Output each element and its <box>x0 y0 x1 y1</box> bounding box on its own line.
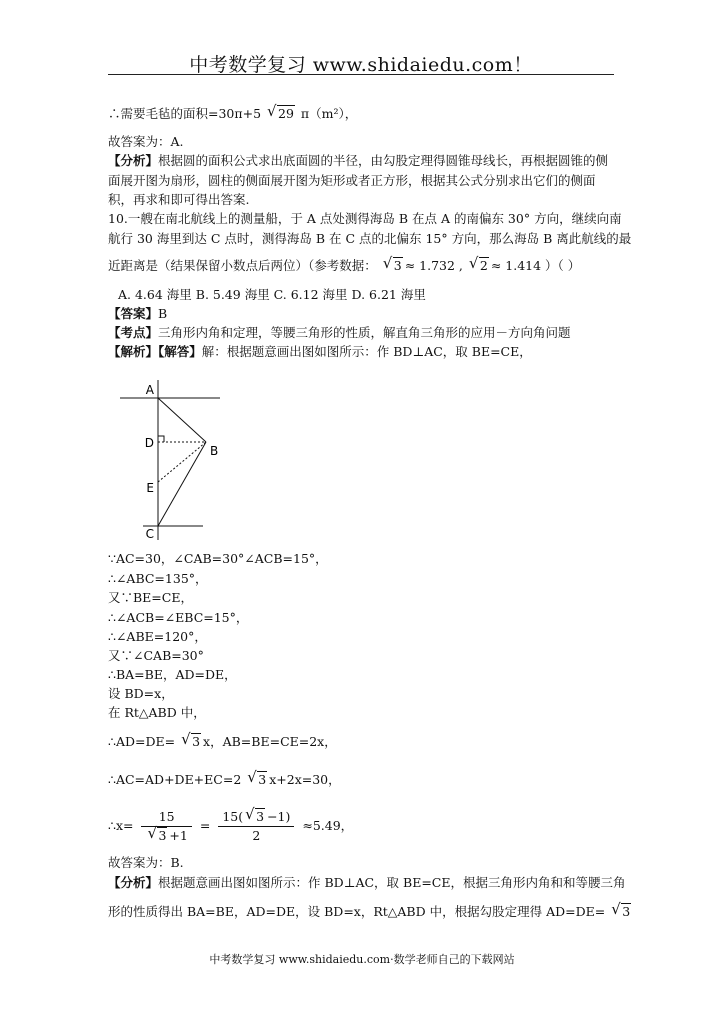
kaodian-line: 【考点】三角形内角和定理，等腰三角形的性质，解直角三角形的应用－方向角问题 <box>108 325 571 340</box>
analysis-2-line-2: 形的性质得出 BA=BE，AD=DE，设 BD=x，Rt△ABD 中，根据勾股定理得 AD=DE= √ 3 <box>108 904 633 920</box>
step-4: ∴∠ACB=∠EBC=15°， <box>108 610 249 625</box>
header-rule <box>108 74 614 75</box>
step-3: 又∵BE=CE， <box>108 590 193 605</box>
area-result-line <box>108 106 357 122</box>
question-10-line-3: 近距离是（结果保留小数点后两位）（参考数据： √ 3 ≈ 1.732 , √ 2 ≈ 1.414 ）（ ） <box>108 258 580 274</box>
sqrt-3-analysis: √ 3 <box>611 904 631 920</box>
step-8: 设 BD=x， <box>108 686 174 701</box>
page-footer: 中考数学复习 www.shidaiedu.com·数学老师自己的下载网站 <box>209 953 515 966</box>
fraction-2: $\frac{15(√ 3 -1)}{2}$ <box>218 808 294 845</box>
step-6: 又∵∠CAB=30° <box>108 648 204 663</box>
answer-options: A. 4.64 海里 B. 5.49 海里 C. 6.12 海里 D. 6.21 海里 <box>118 287 426 302</box>
question-10-line-1: 10.一艘在南北航线上的测量船，于 A 点处测得海岛 B 在点 A 的南偏东 30° 方向，继续向南 <box>108 211 622 226</box>
sqrt-2-ref: √ 2 <box>469 258 489 274</box>
answer-a-line: 故答案为：A. <box>108 134 184 149</box>
label-d: D <box>144 436 154 450</box>
area-result-pre: ∴需要毛毡的面积=30π+5 <box>108 106 262 121</box>
analysis-2-line-1: 【分析】根据题意画出图如图所示：作 BD⊥AC，取 BE=CE，根据三角形内角和和等腰三角 <box>108 875 626 890</box>
label-a: A <box>145 383 154 397</box>
conclusion-line: 故答案为：B. <box>108 855 184 870</box>
step-12: ∴x= 15 √ 3 +1 = $\frac{15(√ 3 -1)}{2}$ ≈5.49， <box>108 808 353 845</box>
step-9: 在 Rt△ABD 中， <box>108 705 206 720</box>
answer-line: 【答案】B <box>108 306 168 321</box>
analysis-1-line-2: 面展开图为扇形，圆柱的侧面展开图为矩形或者正方形，根据其公式分别求出它们的侧面 <box>108 173 596 188</box>
step-5: ∴∠ABE=120°， <box>108 629 207 644</box>
jiexi-line: 【解析】【解答】解：根据题意画出图如图所示：作 BD⊥AC，取 BE=CE， <box>108 344 532 359</box>
step-10: ∴AD=DE= √ 3 x，AB=BE=CE=2x， <box>108 734 337 750</box>
right-angle-mark <box>158 436 164 442</box>
segment-cb <box>158 442 206 526</box>
step-7: ∴BA=BE，AD=DE， <box>108 667 237 682</box>
segment-eb <box>158 442 206 482</box>
label-e: E <box>146 481 154 495</box>
step-1: ∵AC=30，∠CAB=30°∠ACB=15°， <box>108 551 328 566</box>
question-10-line-2: 航行 30 海里到达 C 点时，测得海岛 B 在 C 点的北偏东 15° 方向，那么海岛 B 离此航线的最 <box>108 231 632 246</box>
label-c: C <box>145 527 154 540</box>
fraction-1: 15 √ 3 +1 <box>141 808 191 845</box>
sqrt-3-step10: √ 3 <box>181 734 201 750</box>
sqrt-3-ref: √ 3 <box>383 258 403 274</box>
page-header-title: 中考数学复习 www.shidaiedu.com！ <box>189 54 533 76</box>
segment-ab <box>158 398 206 442</box>
label-b: B <box>210 444 219 458</box>
geometry-diagram <box>118 380 228 540</box>
analysis-1-line-3: 积，再求和即可得出答案. <box>108 192 250 207</box>
sqrt-3-step11: √ 3 <box>247 772 267 788</box>
step-2: ∴∠ABC=135°， <box>108 571 208 586</box>
step-11: ∴AC=AD+DE+EC=2 √ 3 x+2x=30， <box>108 772 341 788</box>
analysis-tag: 【分析】 <box>108 153 159 168</box>
analysis-1-line-1: 【分析】根据圆的面积公式求出底面圆的半径，由勾股定理得圆锥母线长，再根据圆锥的侧 <box>108 153 609 168</box>
sqrt-29: √ 29 <box>267 106 295 122</box>
area-result-post: π（m²）， <box>300 106 358 121</box>
